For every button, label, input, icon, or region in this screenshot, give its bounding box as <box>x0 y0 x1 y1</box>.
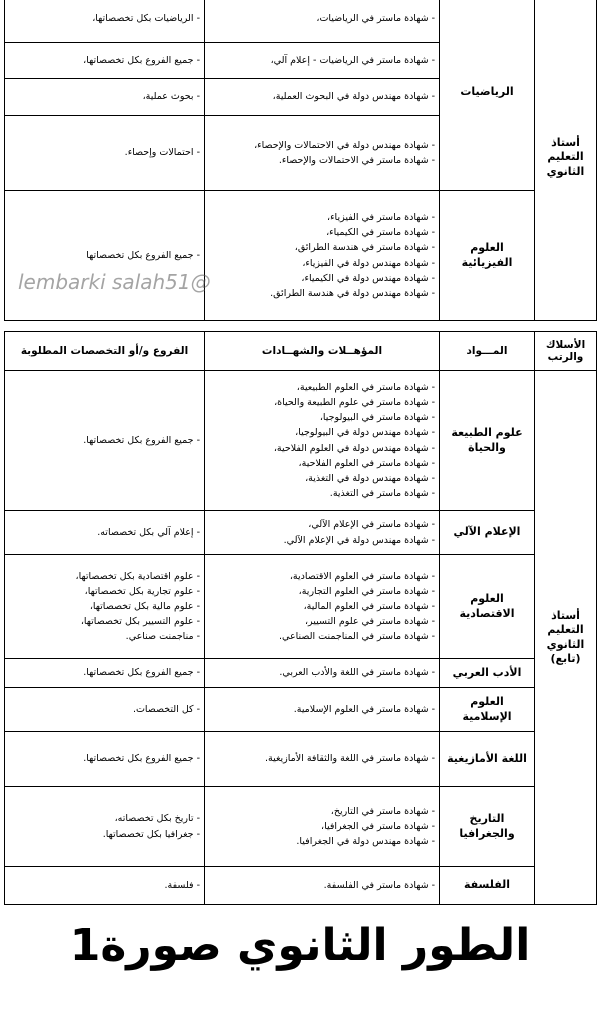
rank-cell: أستاذ التعليم الثانوي <box>535 0 597 321</box>
branches-cell: - إعلام آلي بكل تخصصاته. <box>5 511 205 555</box>
branches-cell: - علوم اقتصادية بكل تخصصاتها، - علوم تجارية بكل تخصصاتها، - علوم مالية بكل تخصصاتها، - علوم التسيير بكل تخصصاتها، - مناجمنت صناعي. <box>5 555 205 659</box>
header-row <box>5 332 597 371</box>
branches-cell: - جميع الفروع بكل تخصصاتها. <box>5 732 205 787</box>
subject-cell: اللغة الأمازيغية <box>440 732 535 787</box>
qualifications-cell: - شهادة ماستر في العلوم الاقتصادية، - شهادة ماستر في العلوم التجارية، - شهادة ماستر في العلوم المالية، - شهادة ماستر في علوم التسيير، - شهادة ماستر في المناجمنت الصناعي. <box>205 555 440 659</box>
qualifications-cell: - شهادة ماستر في اللغة والثقافة الأمازيغية. <box>205 732 440 787</box>
qualifications-cell: - شهادة ماستر في الرياضيات، <box>205 0 440 43</box>
table-row <box>5 732 597 787</box>
branches-cell: - جميع الفروع بكل تخصصاتها. <box>5 659 205 688</box>
header-qualifications: المؤهــلات والشهــادات <box>205 332 440 371</box>
branches-cell: - جميع الفروع بكل تخصصاتها، <box>5 43 205 79</box>
header-rank: الأسلاك والرتب <box>535 332 597 371</box>
branches-cell: - كل التخصصات. <box>5 688 205 732</box>
qualifications-cell: - شهادة ماستر في الفلسفة. <box>205 867 440 905</box>
qualifications-cell: - شهادة ماستر في العلوم الإسلامية. <box>205 688 440 732</box>
table-row <box>5 0 597 43</box>
header-subject: المـــواد <box>440 332 535 371</box>
subject-cell: التاريخ والجغرافيا <box>440 787 535 867</box>
branches-cell: - تاريخ بكل تخصصاته، - جغرافيا بكل تخصصاتها. <box>5 787 205 867</box>
subject-cell: الرياضيات <box>440 0 535 191</box>
top-table-body <box>5 0 597 321</box>
qualifications-cell: - شهادة ماستر في العلوم الطبيعية، - شهادة ماستر في علوم الطبيعة والحياة، - شهادة ماستر في البيولوجيا، - شهادة مهندس دولة في البيولوجيا، - شهادة مهندس دولة في العلوم الفلاحية، - شهادة ماستر في العلوم الفلاحية، - شهادة مهندس دولة في التغذية، - شهادة ماستر في التغذية. <box>205 371 440 511</box>
branches-cell: - الرياضيات بكل تخصصاتها، <box>5 0 205 43</box>
qualifications-cell: - شهادة ماستر في التاريخ، - شهادة ماستر في الجغرافيا، - شهادة مهندس دولة في الجغرافيا. <box>205 787 440 867</box>
subject-cell: العلوم الإسلامية <box>440 688 535 732</box>
subject-cell: الإعلام الآلي <box>440 511 535 555</box>
qualifications-cell: - شهادة ماستر في الفيزياء، - شهادة ماستر في الكيمياء، - شهادة ماستر في هندسة الطرائق، - شهادة مهندس دولة في الفيزياء، - شهادة مهندس دولة في الكيمياء، - شهادة مهندس دولة في هندسة الطرائق. <box>205 191 440 321</box>
header-branches: الفروع و/أو التخصصات المطلوبة <box>5 332 205 371</box>
qualifications-cell: - شهادة مهندس دولة في الاحتمالات والإحصاء، - شهادة ماستر في الاحتمالات والإحصاء. <box>205 116 440 191</box>
table-row <box>5 867 597 905</box>
subject-cell: العلوم الاقتصادية <box>440 555 535 659</box>
table-row <box>5 371 597 511</box>
branches-cell: - فلسفة. <box>5 867 205 905</box>
branches-cell: - جميع الفروع بكل تخصصاتها. <box>5 371 205 511</box>
watermark-text: lembarki salah51@ <box>18 270 211 294</box>
top-qualifications-table <box>4 0 597 321</box>
subject-cell: علوم الطبيعة والحياة <box>440 371 535 511</box>
table-row <box>5 688 597 732</box>
table-header <box>5 332 597 371</box>
bottom-qualifications-table <box>4 331 597 905</box>
table-row <box>5 787 597 867</box>
table-row <box>5 511 597 555</box>
qualifications-cell: - شهادة ماستر في اللغة والأدب العربي. <box>205 659 440 688</box>
branches-cell: - بحوث عملية، <box>5 79 205 116</box>
branches-cell: - احتمالات وإحصاء. <box>5 116 205 191</box>
bottom-table-body <box>5 371 597 905</box>
qualifications-cell: - شهادة ماستر في الرياضيات - إعلام آلي، <box>205 43 440 79</box>
subject-cell: الفلسفة <box>440 867 535 905</box>
subject-cell: العلوم الفيزيائية <box>440 191 535 321</box>
qualifications-cell: - شهادة مهندس دولة في البحوث العملية، <box>205 79 440 116</box>
table-row <box>5 555 597 659</box>
rank-cell: أستاذ التعليم الثانوي (تابع) <box>535 371 597 905</box>
subject-cell: الأدب العربي <box>440 659 535 688</box>
branches-cell: - جميع الفروع بكل تخصصاتها <box>5 191 205 321</box>
qualifications-cell: - شهادة ماستر في الإعلام الآلي، - شهادة مهندس دولة في الإعلام الآلي. <box>205 511 440 555</box>
page-caption: الطور الثانوي صورة1 <box>69 920 531 971</box>
table-row <box>5 191 597 321</box>
table-row <box>5 659 597 688</box>
